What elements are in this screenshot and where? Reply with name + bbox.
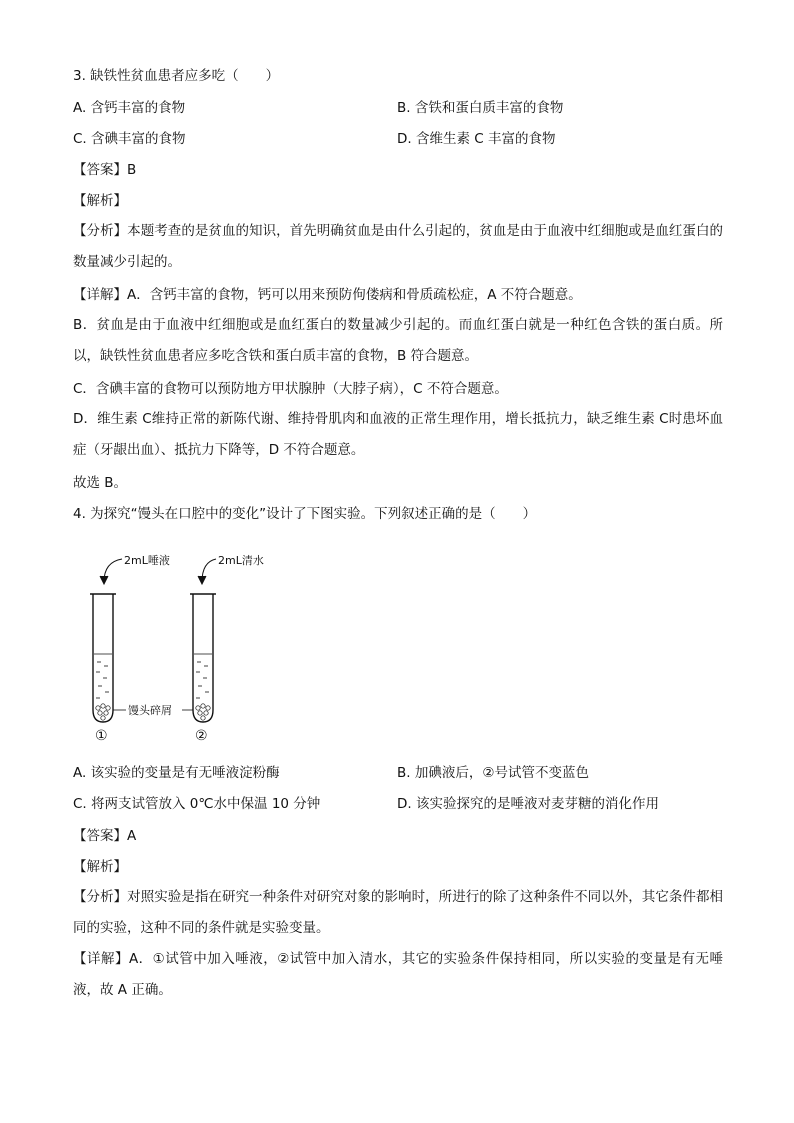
q4-answer: 【答案】A [73,828,137,844]
q3-fenxi: 【分析】本题考查的是贫血的知识，首先明确贫血是由什么引起的，贫血是由于血液中红细胞或是血红蛋白的数量减少引起的。 [73,223,723,270]
q4-option-d: D. 该实验探究的是唾液对麦芽糖的消化作用 [397,796,659,812]
q3-conclusion: 故选 B。 [73,475,128,491]
q3-analysis-title: 【解析】 [73,193,127,209]
q3-answer: 【答案】B [73,162,137,178]
tube2-number: ② [195,728,208,744]
q4-option-a: A. 该实验的变量是有无唾液淀粉酶 [73,765,280,781]
q3-option-d: D. 含维生素 C 丰富的食物 [397,131,556,147]
q3-stem: 3. 缺铁性贫血患者应多吃（ ） [73,68,280,84]
bread-crumbs [196,704,210,720]
crumbs-label: 馒头碎屑 [128,704,172,717]
q4-analysis-title: 【解析】 [73,859,127,875]
q3-option-c: C. 含碘丰富的食物 [73,131,186,147]
q3-option-a: A. 含钙丰富的食物 [73,100,186,116]
arrow-icon [100,559,122,584]
test-tube-figure [82,548,264,744]
q3-detail-d: D．维生素 C维持正常的新陈代谢、维持骨肌肉和血液的正常生理作用，增长抵抗力，缺乏维生素 C时患坏血症（牙龈出血）、抵抗力下降等，D 不符合题意。 [73,411,723,458]
tube2-label: 2mL清水 [218,554,264,567]
q4-option-b: B. 加碘液后，②号试管不变蓝色 [397,765,589,781]
q3-option-b: B. 含铁和蛋白质丰富的食物 [397,100,564,116]
tube1-number: ① [95,728,108,744]
tube1-label: 2mL唾液 [124,554,170,567]
q4-detail-a: 【详解】A．①试管中加入唾液，②试管中加入清水，其它的实验条件保持相同，所以实验的变量是有无唾液，故 A 正确。 [73,951,723,998]
q3-detail-c: C．含碘丰富的食物可以预防地方甲状腺肿（大脖子病），C 不符合题意。 [73,381,508,397]
q4-stem: 4. 为探究“馒头在口腔中的变化”设计了下图实验。下列叙述正确的是（ ） [73,506,537,522]
q3-detail-a: 【详解】A．含钙丰富的食物，钙可以用来预防佝偻病和骨质疏松症，A 不符合题意。 [73,287,582,303]
arrow-icon [198,559,216,584]
q4-option-c: C. 将两支试管放入 0℃水中保温 10 分钟 [73,796,321,812]
q3-detail-b: B．贫血是由于血液中红细胞或是血红蛋白的数量减少引起的。而血红蛋白就是一种红色含铁的蛋白质。所以，缺铁性贫血患者应多吃含铁和蛋白质丰富的食物，B 符合题意。 [73,317,723,364]
test-tube-1 [90,594,116,722]
test-tube-2 [190,594,216,722]
q4-fenxi: 【分析】对照实验是指在研究一种条件对研究对象的影响时，所进行的除了这种条件不同以外，其它条件都相同的实验，这种不同的条件就是实验变量。 [73,889,723,936]
bread-crumbs [96,704,110,720]
